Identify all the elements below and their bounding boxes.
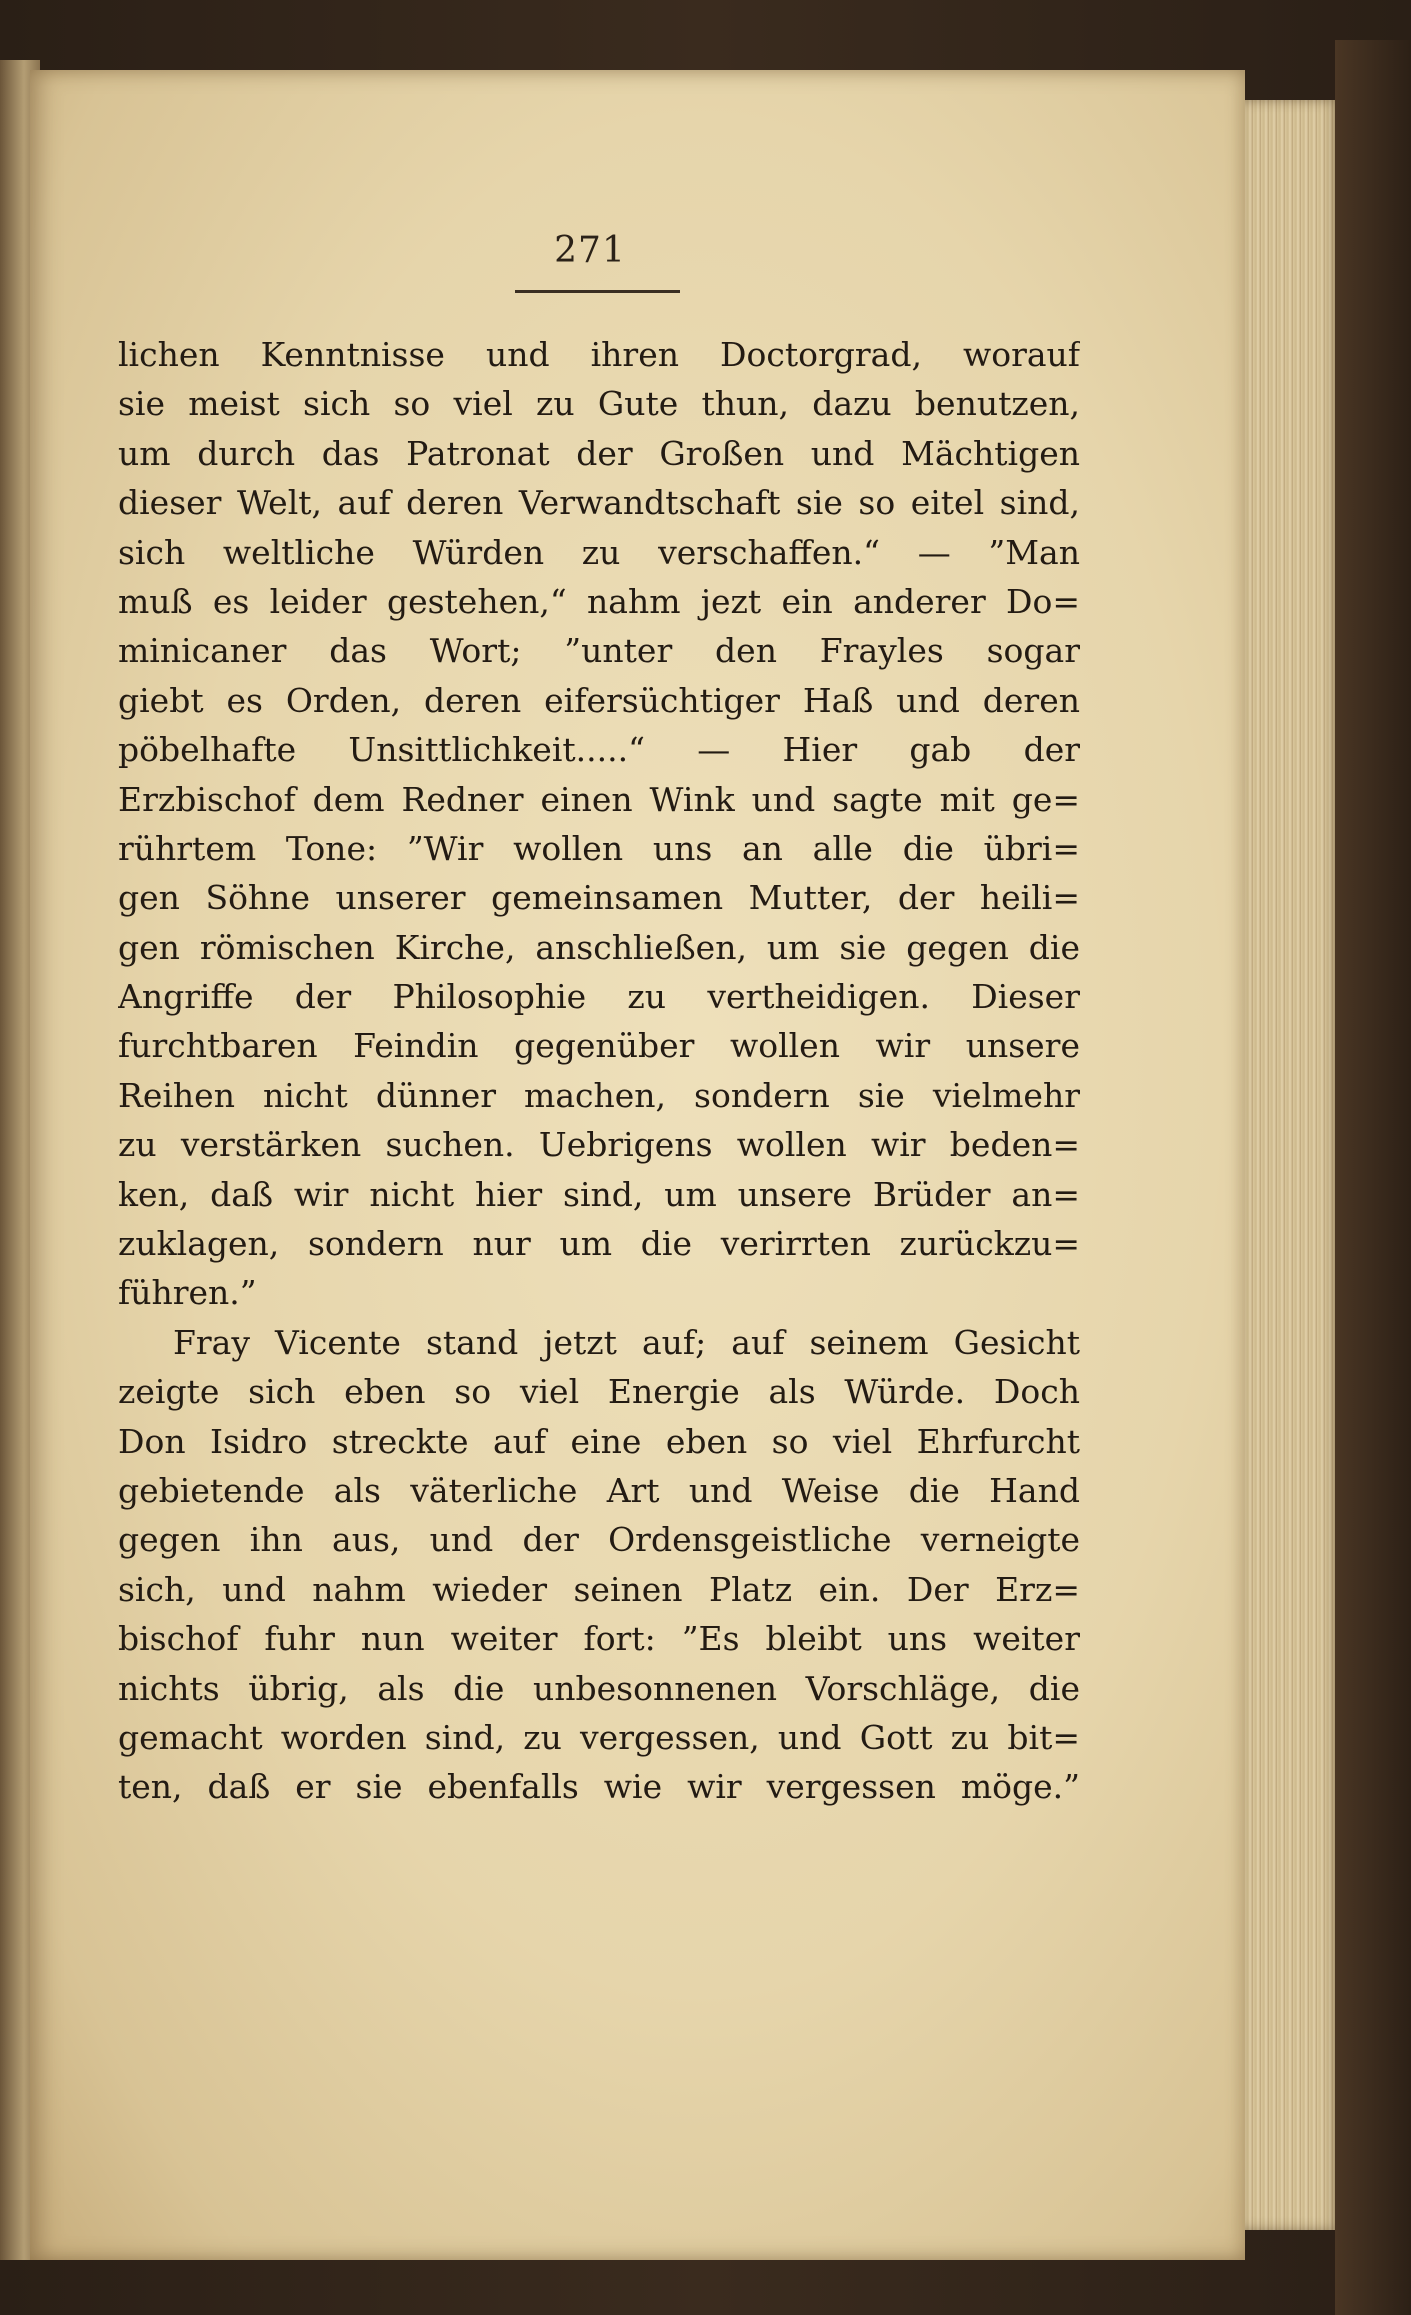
text-line: Reihen nicht dünner machen, sondern sie vielmehr [118, 1075, 1080, 1115]
book-cover [1335, 40, 1411, 2315]
text-line: gebietende als väterliche Art und Weise die Hand [118, 1470, 1080, 1510]
page-text [118, 330, 1080, 1812]
text-line: minicaner das Wort; ”unter den Frayles sogar [118, 631, 1080, 671]
text-line: lichen Kenntnisse und ihren Doctorgrad, worauf [118, 335, 1080, 374]
text-line: dieser Welt, auf deren Verwandtschaft sie so eitel sind, [118, 483, 1080, 523]
text-line: sich weltliche Würden zu verschaffen.“ — ”Man [118, 532, 1080, 572]
text-line: führen.” [118, 1273, 257, 1313]
text-line: giebt es Orden, deren eifersüchtiger Haß und deren [118, 680, 1080, 720]
text-line: gen Söhne unserer gemeinsamen Mutter, der heili= [118, 878, 1080, 918]
text-line: Angriffe der Philosophie zu vertheidigen. Dieser [118, 977, 1080, 1017]
text-line: rührtem Tone: ”Wir wollen uns an alle die übri= [118, 828, 1080, 868]
text-line: Fray Vicente stand jetzt auf; auf seinem Gesicht [173, 1322, 1080, 1362]
text-line: furchtbaren Feindin gegenüber wollen wir unsere [118, 1026, 1080, 1066]
text-line: sie meist sich so viel zu Gute thun, dazu benutzen, [118, 384, 1080, 424]
text-line: muß es leider gestehen,“ nahm jezt ein anderer Do= [118, 581, 1080, 621]
text-line: ken, daß wir nicht hier sind, um unsere Brüder an= [118, 1174, 1080, 1214]
text-line: pöbelhafte Unsittlichkeit.....“ — Hier gab der [118, 730, 1080, 770]
text-line: Erzbischof dem Redner einen Wink und sagte mit ge= [118, 779, 1080, 819]
header-rule [515, 290, 680, 293]
text-line: ten, daß er sie ebenfalls wie wir vergessen möge.” [118, 1767, 1080, 1807]
text-line: zeigte sich eben so viel Energie als Würde. Doch [118, 1372, 1080, 1412]
page-number: 271 [554, 230, 626, 271]
text-line: gen römischen Kirche, anschließen, um sie gegen die [118, 927, 1080, 967]
text-line: um durch das Patronat der Großen und Mächtigen [118, 433, 1080, 473]
text-line: Don Isidro streckte auf eine eben so viel Ehrfurcht [118, 1421, 1080, 1461]
text-line: zu verstärken suchen. Uebrigens wollen wir beden= [118, 1125, 1080, 1165]
text-line: zuklagen, sondern nur um die verirrten zurückzu= [118, 1224, 1080, 1264]
text-line: sich, und nahm wieder seinen Platz ein. Der Erz= [118, 1569, 1080, 1609]
text-line: gemacht worden sind, zu vergessen, und Gott zu bit= [118, 1717, 1080, 1757]
text-line: gegen ihn aus, und der Ordensgeistliche verneigte [118, 1520, 1080, 1560]
page-stack-edges [1245, 100, 1340, 2230]
text-line: nichts übrig, als die unbesonnenen Vorschläge, die [118, 1668, 1080, 1708]
text-line: bischof fuhr nun weiter fort: ”Es bleibt uns weiter [118, 1619, 1080, 1659]
